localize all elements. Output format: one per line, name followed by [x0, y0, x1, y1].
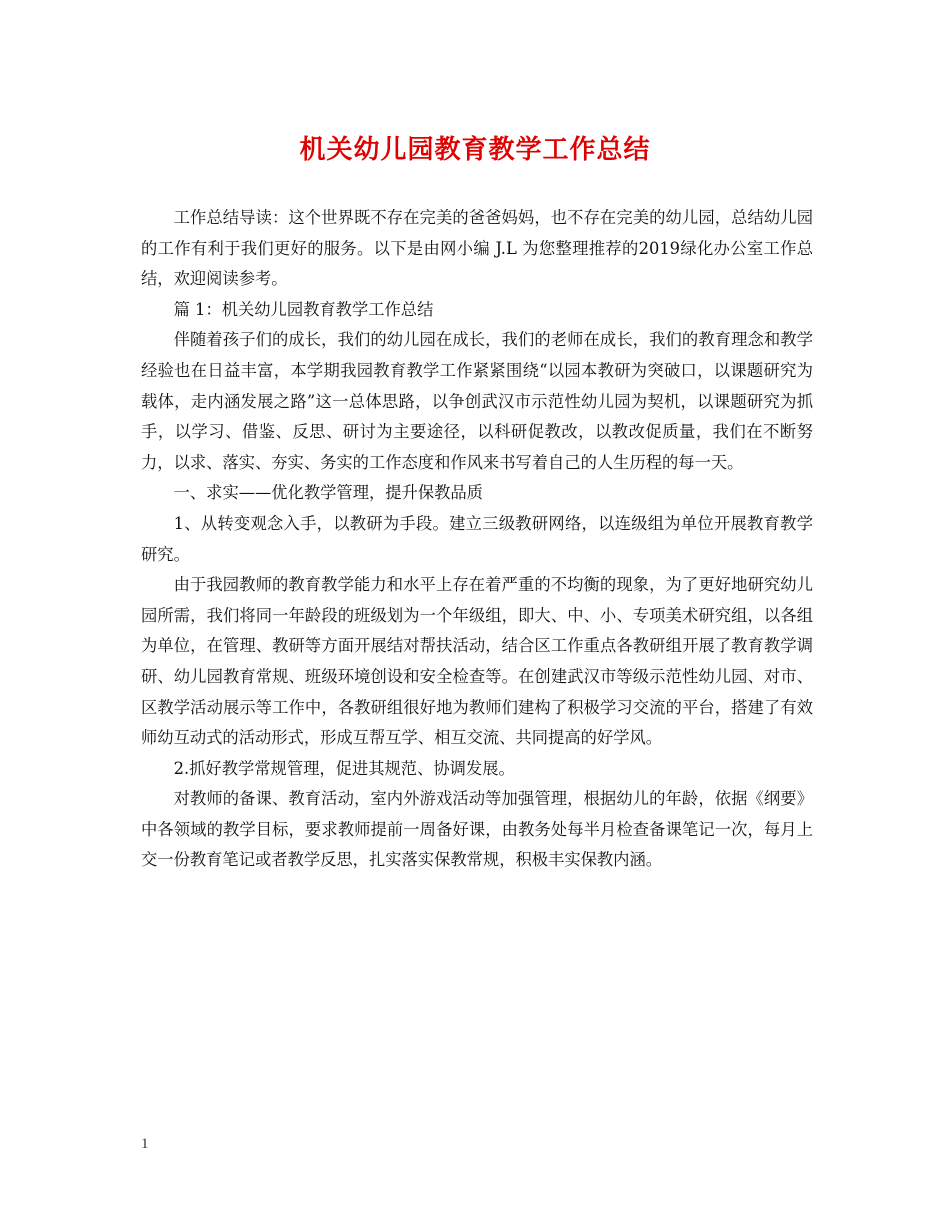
- paragraph-overview: 伴随着孩子们的成长，我们的幼儿园在成长，我们的老师在成长，我们的教育理念和教学经验也在日益丰富，本学期我园教育教学工作紧紧围绕“以园本教研为突破口，以课题研究为载体，走内涵发展之路”这一总体思路，以争创武汉市示范性幼儿园为契机，以课题研究为抓手，以学习、借鉴、反思、研讨为主要途径，以科研促教改，以教改促质量，我们在不断努力，以求、落实、夯实、务实的工作态度和作风来书写着自己的人生历程的每一天。: [141, 330, 813, 472]
- page-number: 1: [141, 1136, 149, 1152]
- paragraph-section-heading: 一、求实——优化教学管理，提升保教品质: [173, 483, 483, 503]
- paragraph-item-1-detail: 由于我园教师的教育教学能力和水平上存在着严重的不均衡的现象，为了更好地研究幼儿园所需，我们将同一年龄段的班级划为一个年级组，即大、中、小、专项美术研究组，以各组为单位，在管理、教研等方面开展结对帮扶活动，结合区工作重点各教研组开展了教育教学调研、幼儿园教育常规、班级环境创设和安全检查等。在创建武汉市等级示范性幼儿园、对市、区教学活动展示等工作中，各教研组很好地为教师们建构了积极学习交流的平台，搭建了有效师幼互动式的活动形式，形成互帮互学、相互交流、共同提高的好学风。: [141, 575, 813, 748]
- paragraph-item-1: 1、从转变观念入手，以教研为手段。建立三级教研网络，以连级组为单位开展教育教学研究。: [141, 513, 813, 564]
- document-body: [141, 203, 813, 876]
- paragraph-intro: 工作总结导读：这个世界既不存在完美的爸爸妈妈，也不存在完美的幼儿园，总结幼儿园的工作有利于我们更好的服务。以下是由网小编 J.L 为您整理推荐的2019绿化办公室工作总结，欢迎阅读参考。: [141, 208, 813, 289]
- document-title: 机关幼儿园教育教学工作总结: [299, 135, 651, 165]
- paragraph-item-2-detail: 对教师的备课、教育活动，室内外游戏活动等加强管理，根据幼儿的年龄，依据《纲要》中各领域的教学目标，要求教师提前一周备好课，由教务处每半月检查备课笔记一次，每月上交一份教育笔记或者教学反思，扎实落实保教常规，积极丰实保教内涵。: [141, 789, 813, 870]
- paragraph-item-2: 2.抓好教学常规管理，促进其规范、协调发展。: [173, 758, 515, 778]
- paragraph-chapter-heading: 篇 1：机关幼儿园教育教学工作总结: [173, 299, 434, 319]
